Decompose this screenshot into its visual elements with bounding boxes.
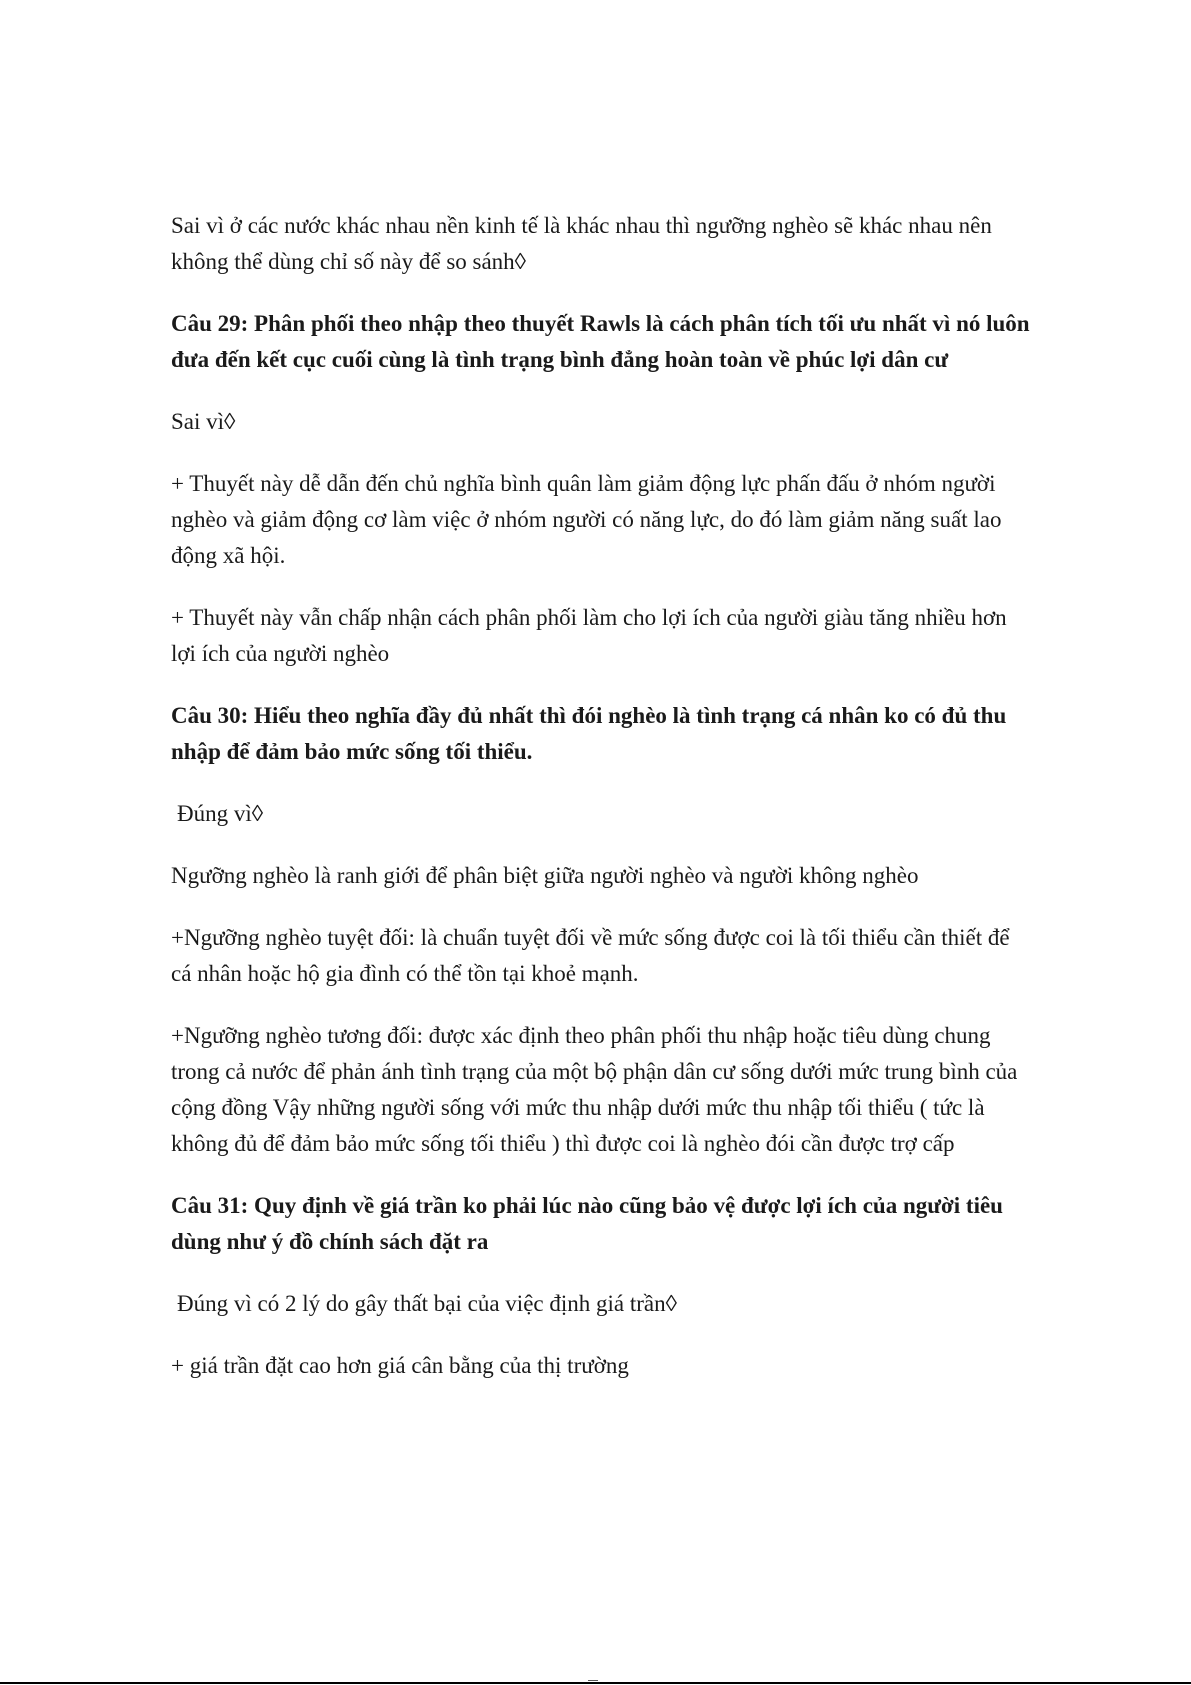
answer-31-verdict: Đúng vì có 2 lý do gây thất bại của việc định giá trần◊	[177, 1291, 677, 1316]
page-bottom-divider	[0, 1682, 1191, 1684]
answer-30-point-1: +Ngưỡng nghèo tuyệt đối: là chuẩn tuyệt đối về mức sống được coi là tối thiểu cần thiết để cá nhân hoặc hộ gia đình có thể tồn tại khoẻ mạnh.	[171, 925, 1010, 986]
answer-29-point-2: + Thuyết này vẫn chấp nhận cách phân phối làm cho lợi ích của người giàu tăng nhiều hơn lợi ích của người nghèo	[171, 605, 1007, 666]
question-29-heading: Câu 29: Phân phối theo nhập theo thuyết Rawls là cách phân tích tối ưu nhất vì nó luôn đưa đến kết cục cuối cùng là tình trạng bình đẳng hoàn toàn về phúc lợi dân cư	[171, 311, 1030, 372]
question-30-heading: Câu 30: Hiểu theo nghĩa đầy đủ nhất thì đói nghèo là tình trạng cá nhân ko có đủ thu nhập để đảm bảo mức sống tối thiểu.	[171, 703, 1007, 764]
answer-30-definition: Ngưỡng nghèo là ranh giới để phân biệt giữa người nghèo và người không nghèo	[171, 863, 919, 888]
document-page	[171, 208, 1031, 1410]
question-31-heading: Câu 31: Quy định về giá trần ko phải lúc nào cũng bảo vệ được lợi ích của người tiêu dùng như ý đồ chính sách đặt ra	[171, 1193, 1003, 1254]
paragraph-answer-28: Sai vì ở các nước khác nhau nền kinh tế là khác nhau thì ngưỡng nghèo sẽ khác nhau nên không thể dùng chỉ số này để so sánh◊	[171, 213, 992, 274]
answer-29-verdict: Sai vì◊	[171, 409, 236, 434]
answer-31-point-1: + giá trần đặt cao hơn giá cân bằng của thị trường	[171, 1353, 629, 1378]
answer-30-point-2: +Ngưỡng nghèo tương đối: được xác định theo phân phối thu nhập hoặc tiêu dùng chung trong cả nước để phản ánh tình trạng của một bộ phận dân cư sống dưới mức trung bình của cộng đồng Vậy những người sống với mức thu nhập dưới mức thu nhập tối thiểu ( tức là không đủ để đảm bảo mức sống tối thiểu ) thì được coi là nghèo đói cần được trợ cấp	[171, 1023, 1018, 1156]
page-bottom-mark	[588, 1680, 598, 1681]
answer-29-point-1: + Thuyết này dễ dẫn đến chủ nghĩa bình quân làm giảm động lực phấn đấu ở nhóm người nghèo và giảm động cơ làm việc ở nhóm người có năng lực, do đó làm giảm năng suất lao động xã hội.	[171, 471, 1002, 568]
answer-30-verdict: Đúng vì◊	[177, 801, 264, 826]
